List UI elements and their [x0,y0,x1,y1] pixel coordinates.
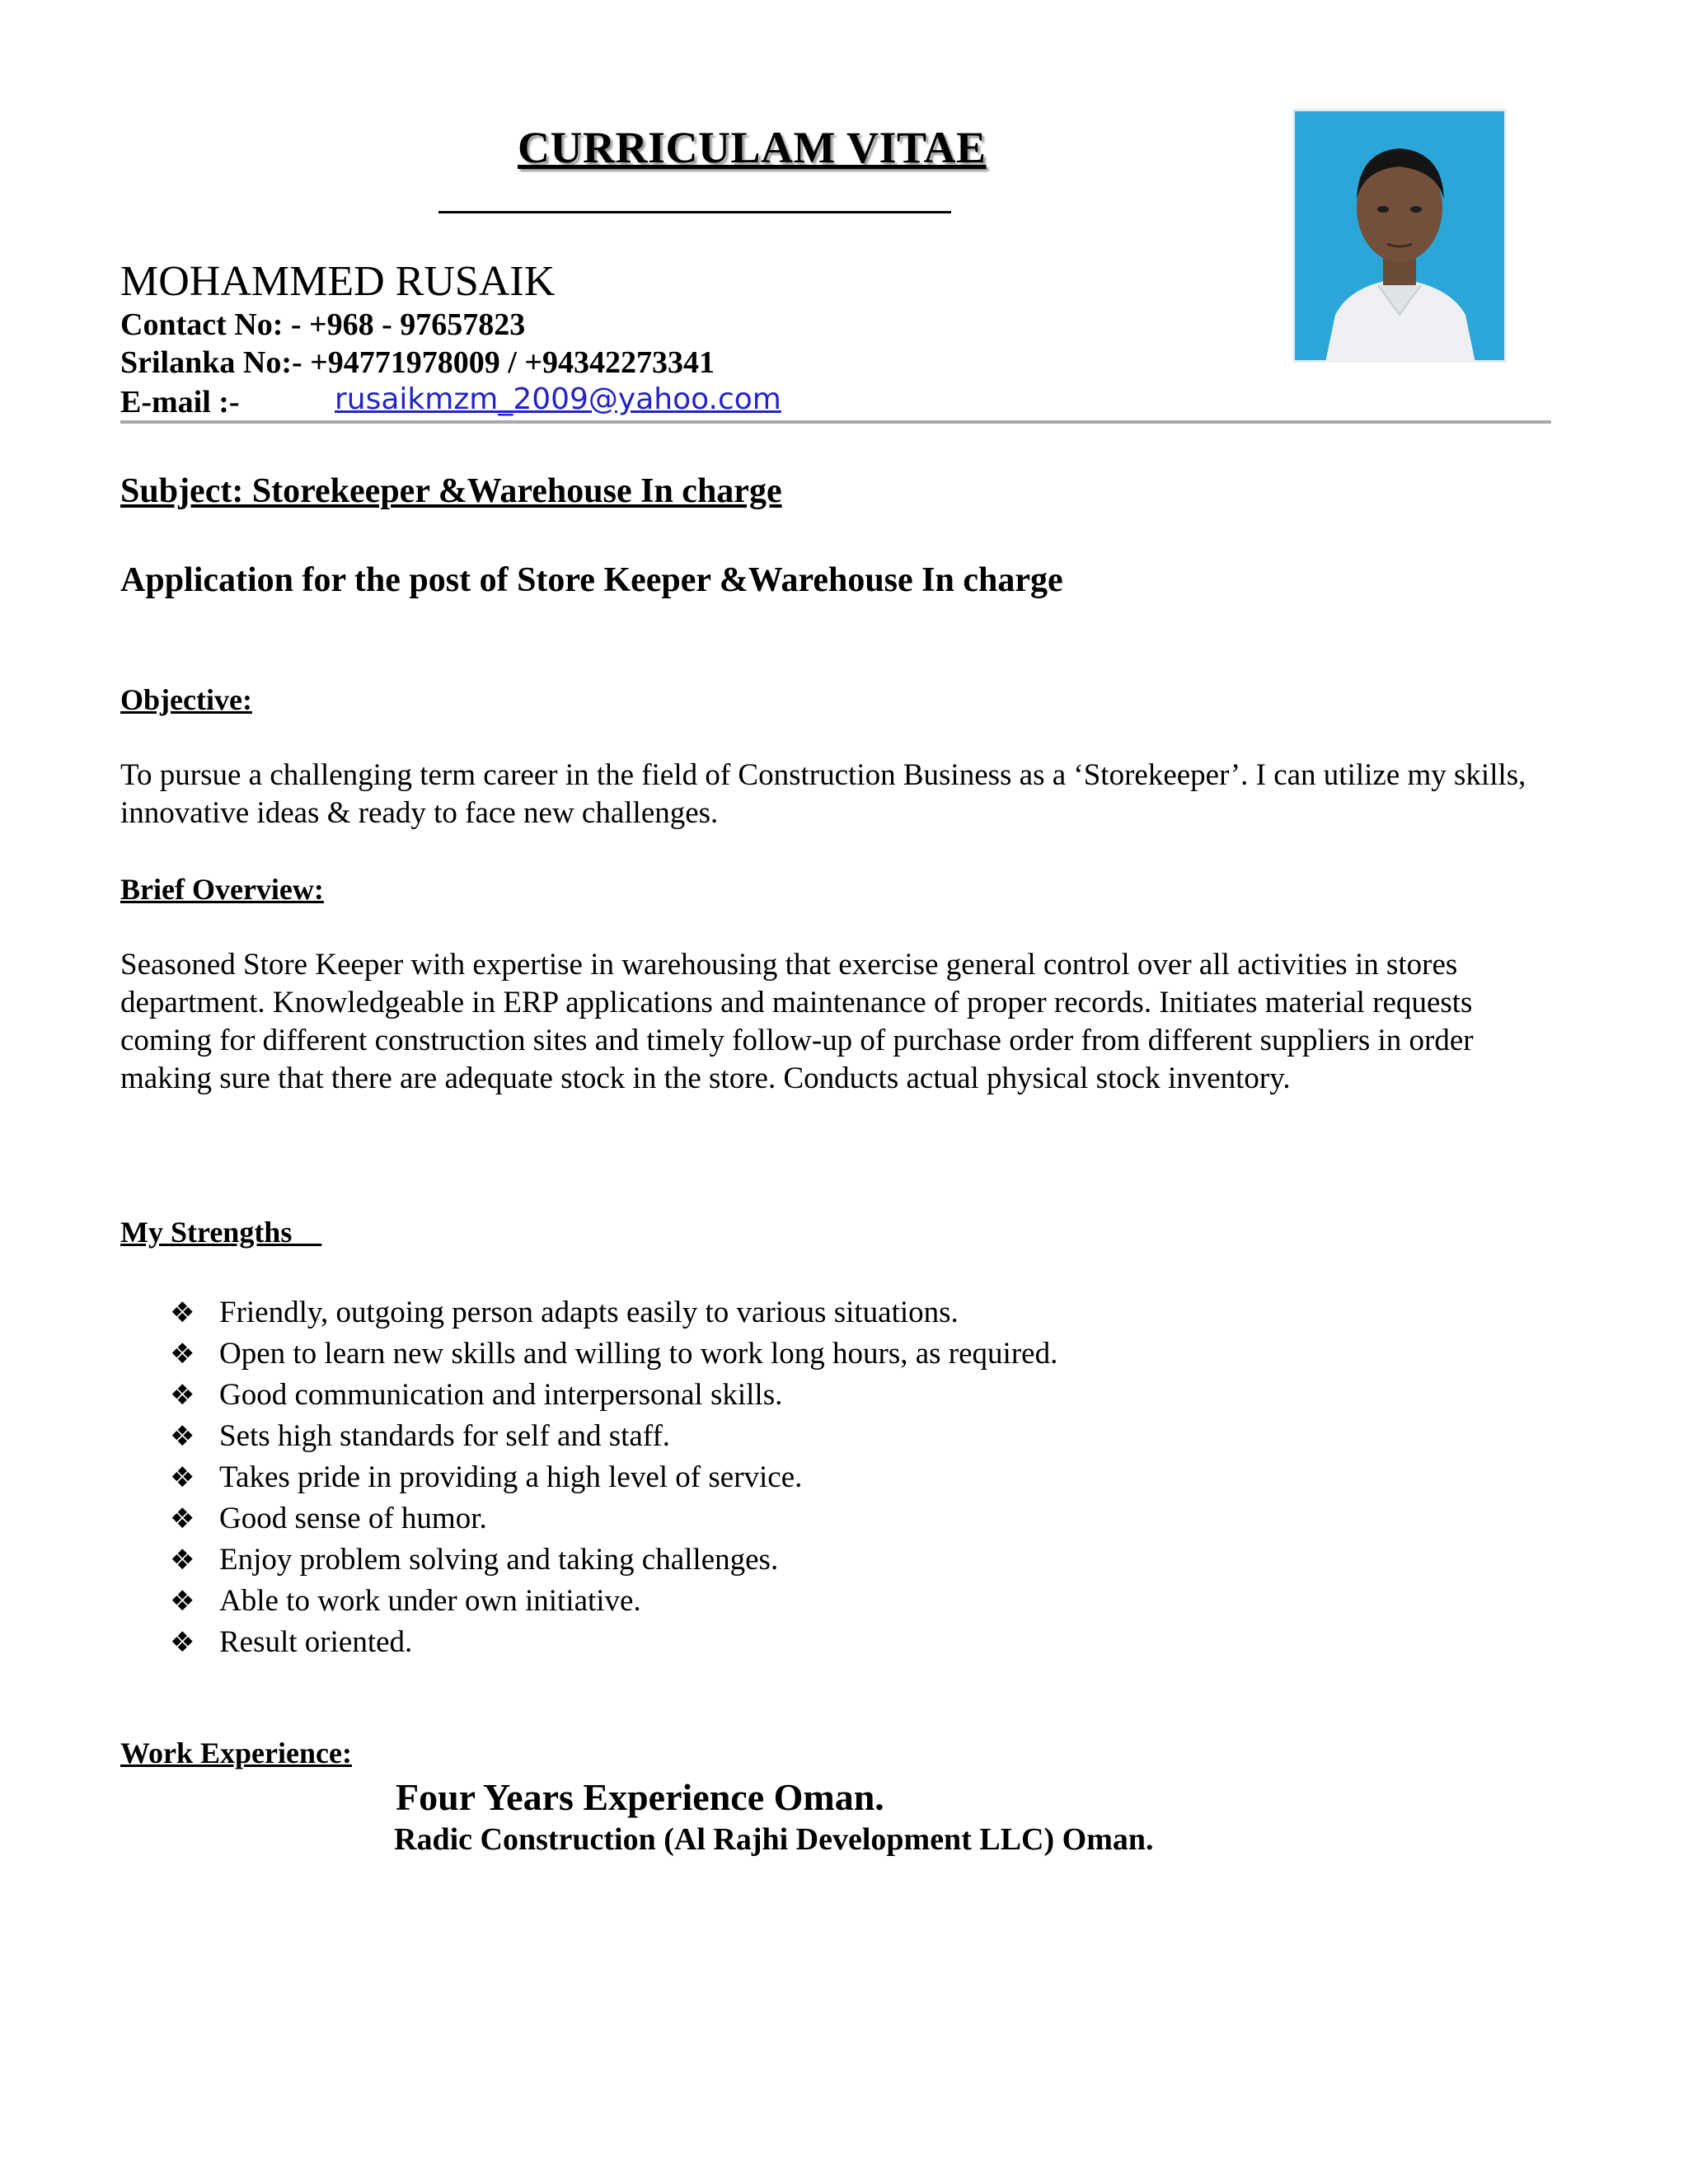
document-title: CURRICULAM VITAE [518,123,987,172]
list-item [170,1457,1057,1498]
email-label: E-mail :- [120,385,240,419]
diamond-bullet-icon: ❖ [170,1296,195,1329]
strength-text: Good communication and interpersonal skills. [219,1378,783,1412]
diamond-bullet-icon: ❖ [170,1379,195,1412]
strengths-list [170,1292,1057,1663]
company-name: Radic Construction (Al Rajhi Development LLC) Oman. [394,1822,1154,1857]
objective-text: To pursue a challenging term career in the field of Construction Business as a ‘Storekeeper’. I can utilize my skills, innovative ideas & ready to face new challenges. [120,758,1526,830]
diamond-bullet-icon: ❖ [170,1585,195,1618]
objective-heading: Objective: [120,683,252,716]
strength-text: Open to learn new skills and willing to work long hours, as required. [219,1337,1058,1371]
strength-text: Enjoy problem solving and taking challenges. [219,1543,779,1577]
overview-text: Seasoned Store Keeper with expertise in warehousing that exercise general control over all activities in stores department. Knowledgeable in ERP applications and maintenance of proper records. Initiates material requests coming for different construction sites and timely follow-up of purchase order from different suppliers in order making sure that there are adequate stock in the store. Conducts actual physical stock inventory. [120,948,1474,1095]
header-divider [120,420,1551,424]
overview-heading: Brief Overview: [120,873,324,906]
person-photo-icon [1292,109,1507,363]
list-item [170,1540,1057,1581]
title-underline-rule [438,211,951,213]
contact-phone: Contact No: - +968 - 97657823 [120,307,526,342]
strength-text: Sets high standards for self and staff. [219,1419,671,1453]
diamond-bullet-icon: ❖ [170,1544,195,1577]
diamond-bullet-icon: ❖ [170,1420,195,1453]
experience-summary: Four Years Experience Oman. [396,1776,884,1818]
application-title: Application for the post of Store Keeper &Warehouse In charge [120,561,1063,599]
strength-text: Takes pride in providing a high level of service. [219,1460,803,1494]
diamond-bullet-icon: ❖ [170,1626,195,1659]
strength-text: Good sense of humor. [219,1502,487,1535]
email-link[interactable]: rusaikmzm_2009@yahoo.com [335,382,781,416]
strength-text: Friendly, outgoing person adapts easily to various situations. [219,1296,959,1329]
list-item [170,1622,1057,1663]
diamond-bullet-icon: ❖ [170,1338,195,1371]
diamond-bullet-icon: ❖ [170,1502,195,1535]
work-experience-heading: Work Experience: [120,1736,352,1769]
srilanka-phone: Srilanka No:- +94771978009 / +94342273341 [120,345,715,380]
strengths-heading: My Strengths [120,1216,322,1249]
list-item [170,1375,1057,1416]
applicant-name: MOHAMMED RUSAIK [120,258,556,305]
list-item [170,1498,1057,1540]
subject-line: Subject: Storekeeper &Warehouse In charge [120,472,782,510]
list-item [170,1581,1057,1622]
list-item [170,1292,1057,1333]
strength-text: Able to work under own initiative. [219,1584,641,1618]
diamond-bullet-icon: ❖ [170,1461,195,1494]
profile-photo [1292,109,1507,363]
strength-text: Result oriented. [219,1625,413,1659]
list-item [170,1416,1057,1457]
list-item [170,1333,1057,1375]
